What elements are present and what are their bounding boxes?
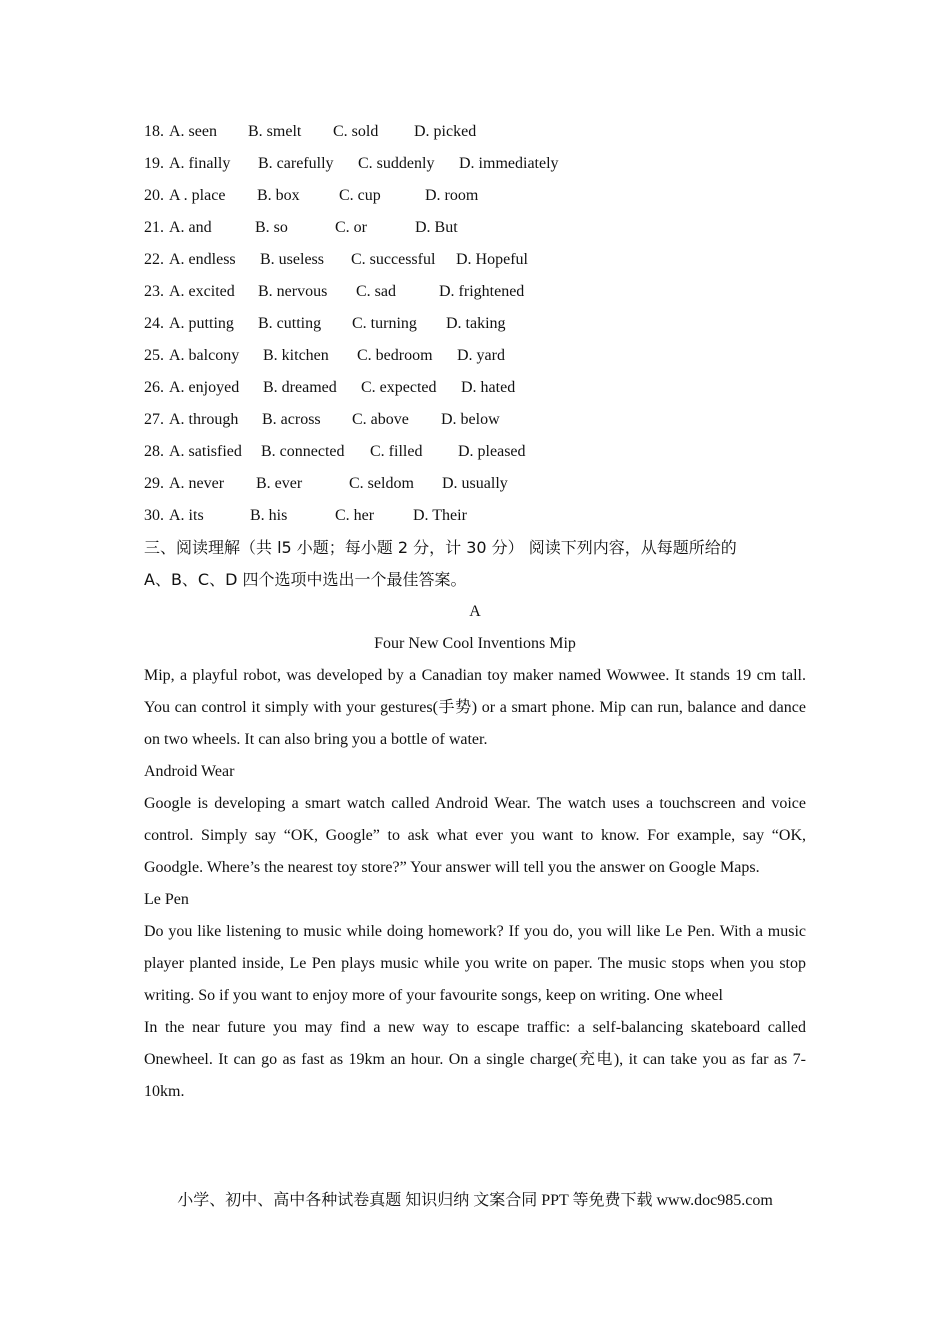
document-page: [144, 116, 806, 1108]
question-row: [144, 468, 806, 500]
option-a: A. seen: [169, 123, 217, 140]
option-d: D. pleased: [458, 443, 526, 460]
option-b: B. nervous: [258, 283, 328, 300]
option-c: C. sold: [333, 123, 379, 140]
option-b: B. useless: [260, 251, 324, 268]
option-a: A. enjoyed: [169, 379, 240, 396]
option-c: C. expected: [361, 379, 437, 396]
option-b: B. cutting: [258, 315, 322, 332]
question-row: [144, 340, 806, 372]
option-a: A. excited: [169, 283, 235, 300]
question-row: [144, 372, 806, 404]
question-row: [144, 116, 806, 148]
option-c: C. suddenly: [358, 155, 435, 172]
subheading-le-pen: Le Pen: [144, 891, 189, 908]
question-row: [144, 148, 806, 180]
question-number: 20.: [144, 187, 164, 204]
option-d: D. taking: [446, 315, 506, 332]
option-c: C. sad: [356, 283, 396, 300]
option-c: C. filled: [370, 443, 423, 460]
option-c: C. cup: [339, 187, 381, 204]
option-c: C. her: [335, 507, 375, 524]
question-number: 18.: [144, 123, 164, 140]
option-b: B. smelt: [248, 123, 302, 140]
question-number: 26.: [144, 379, 164, 396]
option-b: B. ever: [256, 475, 303, 492]
option-a: A. balcony: [169, 347, 240, 364]
question-number: 21.: [144, 219, 164, 236]
passage-label: A: [469, 603, 481, 620]
subheading-android-wear: Android Wear: [144, 763, 235, 780]
paragraph-onewheel: In the near future you may find a new way to escape traffic: a self-balancing skateboard called Onewheel. It can go as fast as 19km an hour. On a single charge(充电), it can take you as far as 7-10km.: [144, 1019, 806, 1100]
option-c: C. above: [352, 411, 409, 428]
option-a: A. never: [169, 475, 225, 492]
question-number: 23.: [144, 283, 164, 300]
question-number: 22.: [144, 251, 164, 268]
option-d: D. frightened: [439, 283, 525, 300]
option-b: B. box: [257, 187, 300, 204]
paragraph-mip: Mip, a playful robot, was developed by a Canadian toy maker named Wowwee. It stands 19 cm tall. You can control it simply with your gestures(手势) or a smart phone. Mip can run, balance and dance on two wheels. It can also bring you a bottle of water.: [144, 667, 806, 748]
option-c: C. bedroom: [357, 347, 433, 364]
option-a: A. its: [169, 507, 204, 524]
option-a: A. and: [169, 219, 212, 236]
passage-title: Four New Cool Inventions Mip: [374, 635, 576, 652]
option-b: B. kitchen: [263, 347, 329, 364]
option-a: A. endless: [169, 251, 236, 268]
question-row: [144, 500, 806, 532]
option-c: C. seldom: [349, 475, 414, 492]
question-list: [144, 116, 806, 532]
option-a: A. satisfied: [169, 443, 242, 460]
option-d: D. room: [425, 187, 479, 204]
option-d: D. below: [441, 411, 500, 428]
option-a: A . place: [169, 187, 226, 204]
option-a: A. putting: [169, 315, 234, 332]
option-d: D. picked: [414, 123, 477, 140]
option-d: D. Their: [413, 507, 467, 524]
option-d: D. immediately: [459, 155, 559, 172]
question-number: 24.: [144, 315, 164, 332]
option-d: D. Hopeful: [456, 251, 528, 268]
question-number: 29.: [144, 475, 164, 492]
question-number: 25.: [144, 347, 164, 364]
paragraph-le-pen: Do you like listening to music while doing homework? If you do, you will like Le Pen. With a music player planted inside, Le Pen plays music while you write on paper. The music stops when you stop writing. So if you want to enjoy more of your favourite songs, keep on writing. One wheel: [144, 923, 806, 1004]
option-b: B. so: [255, 219, 288, 236]
question-row: [144, 244, 806, 276]
option-a: A. through: [169, 411, 239, 428]
option-a: A. finally: [169, 155, 231, 172]
option-d: D. usually: [442, 475, 508, 492]
question-row: [144, 180, 806, 212]
question-number: 27.: [144, 411, 164, 428]
page-footer: 小学、初中、高中各种试卷真题 知识归纳 文案合同 PPT 等免费下载 www.doc985.com: [177, 1192, 773, 1209]
paragraph-android-wear: Google is developing a smart watch called Android Wear. The watch uses a touchscreen and voice control. Simply say “OK, Google” to ask what ever you want to know. For example, say “OK, Goodgle. Where’s the nearest toy store?” Your answer will tell you the answer on Google Maps.: [144, 795, 806, 876]
option-d: D. yard: [457, 347, 505, 364]
option-d: D. hated: [461, 379, 516, 396]
question-number: 28.: [144, 443, 164, 460]
question-row: [144, 404, 806, 436]
option-b: B. across: [262, 411, 321, 428]
option-b: B. dreamed: [263, 379, 337, 396]
option-b: B. his: [250, 507, 288, 524]
option-d: D. But: [415, 219, 458, 236]
section-heading-line-2: A、B、C、D 四个选项中选出一个最佳答案。: [144, 570, 467, 589]
option-c: C. or: [335, 219, 367, 236]
question-row: [144, 276, 806, 308]
option-b: B. connected: [261, 443, 345, 460]
question-number: 19.: [144, 155, 164, 172]
question-row: [144, 308, 806, 340]
option-c: C. successful: [351, 251, 436, 268]
question-row: [144, 436, 806, 468]
option-c: C. turning: [352, 315, 417, 332]
question-row: [144, 212, 806, 244]
section-heading-line-1: 三、阅读理解（共 l5 小题；每小题 2 分，计 30 分） 阅读下列内容，从每题所给的: [144, 538, 737, 557]
option-b: B. carefully: [258, 155, 334, 172]
question-number: 30.: [144, 507, 164, 524]
